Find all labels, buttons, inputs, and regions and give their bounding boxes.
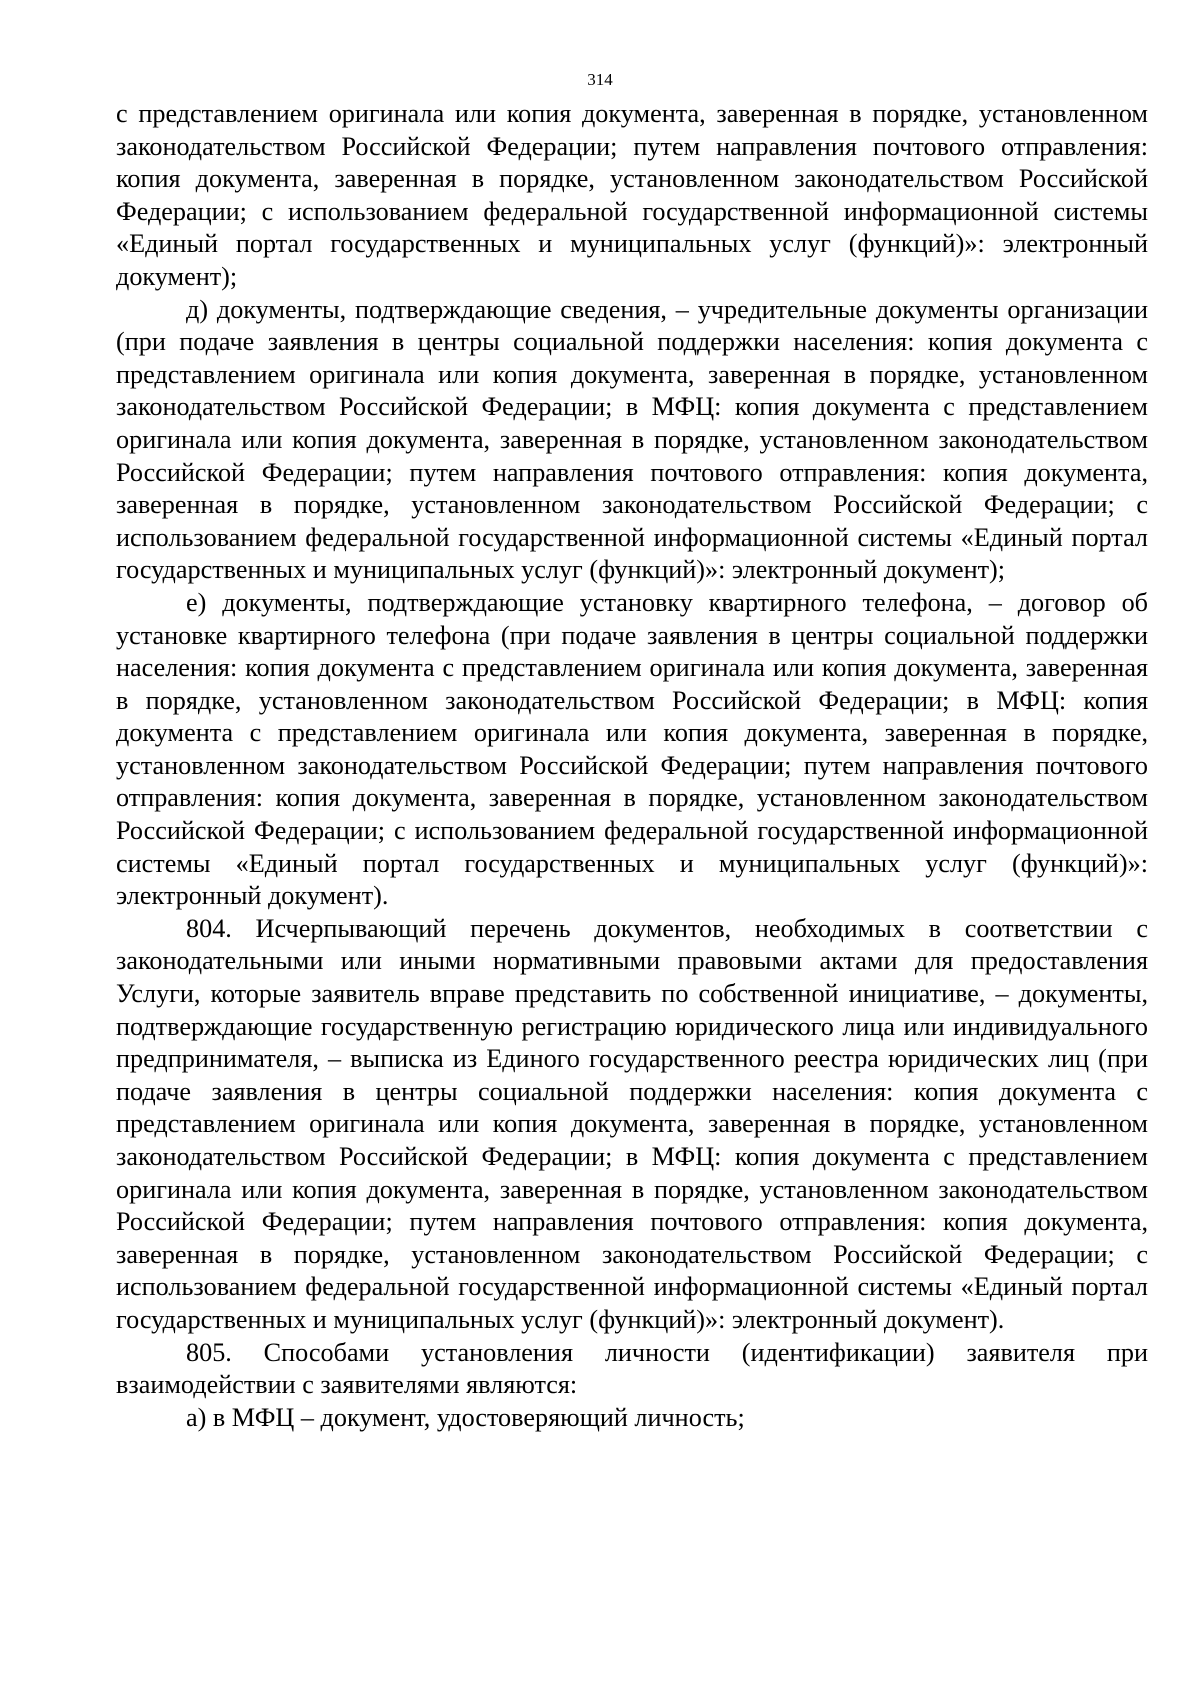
paragraph-804: 804. Исчерпывающий перечень документов, необходимых в соответствии с законодательными или иными нормативными правовыми актами для предоставления Услуги, которые заявитель вправе представить по собственной инициативе, – документы, подтверждающие государственную регистрацию юридического лица или индивидуального предпринимателя, – выписка из Единого государственного реестра юридических лиц (при подаче заявления в центры социальной поддержки населения: копия документа с представлением оригинала или копия документа, заверенная в порядке, установленном законодательством Российской Федерации; в МФЦ: копия документа с представлением оригинала или копия документа, заверенная в порядке, установленном законодательством Российской Федерации; путем направления почтового отправления: копия документа, заверенная в порядке, установленном законодательством Российской Федерации; с использованием федеральной государственной информационной системы «Единый портал государственных и муниципальных услуг (функций)»: электронный документ).	[116, 913, 1148, 1334]
document-body	[116, 98, 1148, 1434]
paragraph-805: 805. Способами установления личности (идентификации) заявителя при взаимодействии с заявителями являются:	[116, 1337, 1148, 1400]
page-number: 314	[587, 70, 613, 89]
paragraph-item-e: е) документы, подтверждающие установку квартирного телефона, – договор об установке квартирного телефона (при подаче заявления в центры социальной поддержки населения: копия документа с представлением оригинала или копия документа, заверенная в порядке, установленном законодательством Российской Федерации; в МФЦ: копия документа с представлением оригинала или копия документа, заверенная в порядке, установленном законодательством Российской Федерации; путем направления почтового отправления: копия документа, заверенная в порядке, установленном законодательством Российской Федерации; с использованием федеральной государственной информационной системы «Единый портал государственных и муниципальных услуг (функций)»: электронный документ).	[116, 587, 1148, 911]
paragraph-item-d: д) документы, подтверждающие сведения, – учредительные документы организации (при подаче заявления в центры социальной поддержки населения: копия документа с представлением оригинала или копия документа, заверенная в порядке, установленном законодательством Российской Федерации; в МФЦ: копия документа с представлением оригинала или копия документа, заверенная в порядке, установленном законодательством Российской Федерации; путем направления почтового отправления: копия документа, заверенная в порядке, установленном законодательством Российской Федерации; с использованием федеральной государственной информационной системы «Единый портал государственных и муниципальных услуг (функций)»: электронный документ);	[116, 294, 1148, 585]
paragraph-continuation: с представлением оригинала или копия документа, заверенная в порядке, установленном законодательством Российской Федерации; путем направления почтового отправления: копия документа, заверенная в порядке, установленном законодательством Российской Федерации; с использованием федеральной государственной информационной системы «Единый портал государственных и муниципальных услуг (функций)»: электронный документ);	[116, 99, 1148, 291]
paragraph-item-a: а) в МФЦ – документ, удостоверяющий личность;	[186, 1402, 745, 1432]
